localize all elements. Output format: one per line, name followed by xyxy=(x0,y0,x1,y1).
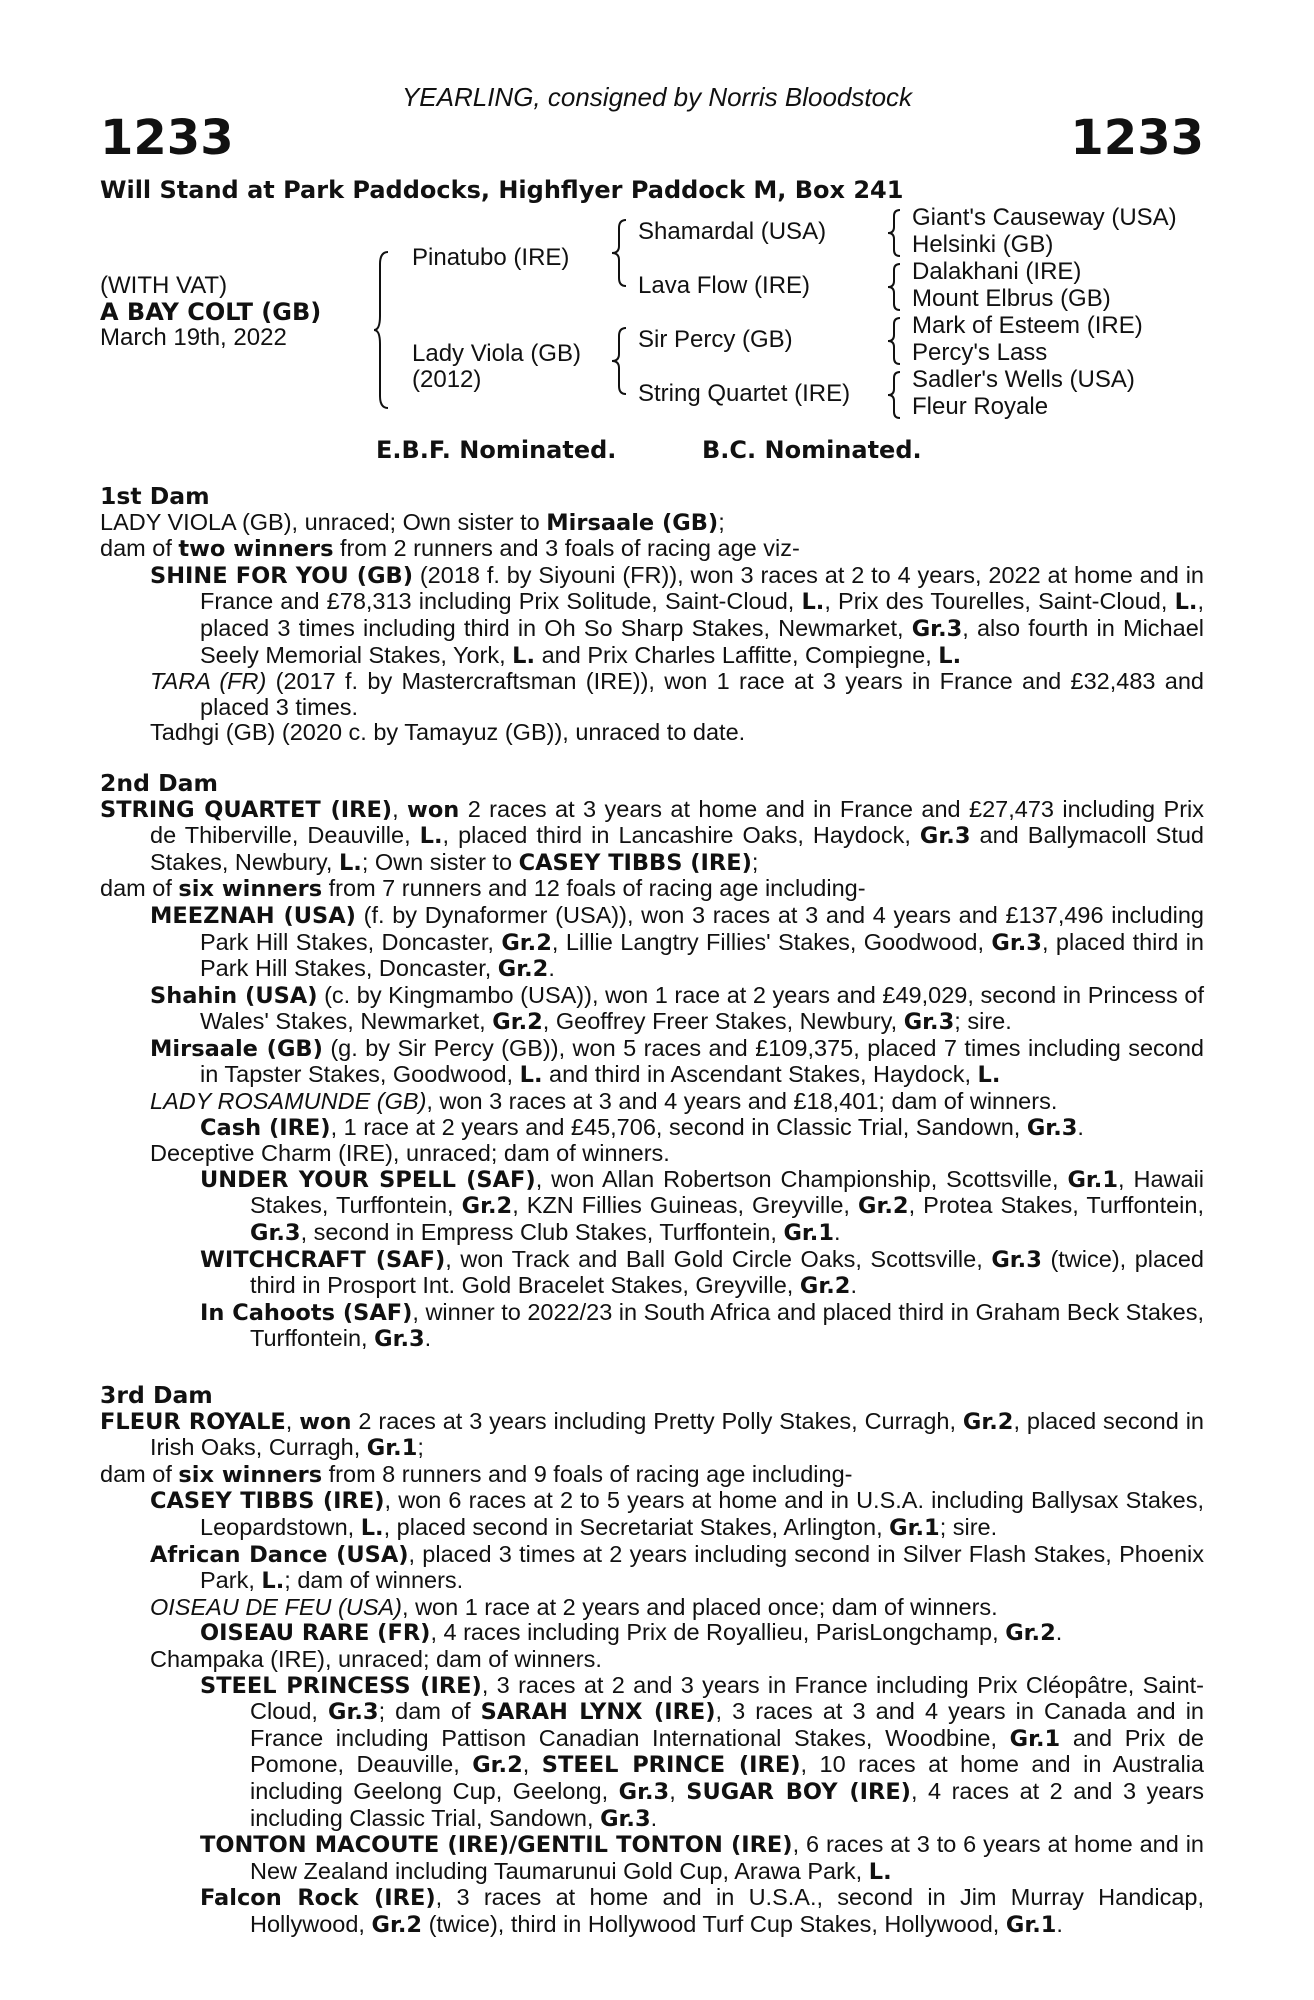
bc-nomination: B.C. Nominated. xyxy=(702,436,922,464)
lot-subject-name: A BAY COLT (GB) xyxy=(100,298,322,326)
progeny-entry: STEEL PRINCESS (IRE), 3 races at 2 and 3 years in France including Prix Cléopâtre, Saint-Cloud, Gr.3; dam of SARAH LYNX (IRE), 3 races at 3 and 4 years in Canada and in France including Pattison Canadian International Stakes, Woodbine, Gr.1 and Prix de Pomone, Deauville, Gr.2, STEEL PRINCE (IRE), 10 races at home and in Australia including Geelong Cup, Geelong, Gr.3, SUGAR BOY (IRE), 4 races at 2 and 3 years including Classic Trial, Sandown, Gr.3. xyxy=(200,1671,1205,1832)
progeny-entry: SHINE FOR YOU (GB) (2018 f. by Siyouni (FR)), won 3 races at 2 to 4 years, 2022 at home and in France and £78,313 including Prix Solitude, Saint-Cloud, L., Prix des Tourelles, Saint-Cloud, L., placed 3 times including third in Oh So Sharp Stakes, Newmarket, Gr.3, also fourth in Michael Seely Memorial Stakes, York, L. and Prix Charles Laffitte, Compiegne, L. xyxy=(150,561,1204,669)
great-grandparent-1: Giant's Causeway (USA) xyxy=(912,204,1177,231)
dam: Lady Viola (GB) xyxy=(412,340,581,367)
vat-note: (WITH VAT) xyxy=(100,272,228,299)
great-grandparent-6: Percy's Lass xyxy=(912,339,1048,366)
brace-gg2 xyxy=(886,262,902,312)
progeny-entry: Cash (IRE), 1 race at 2 years and £45,706, second in Classic Trial, Sandown, Gr.3. xyxy=(200,1113,1084,1141)
sire-dam: Lava Flow (IRE) xyxy=(638,272,811,299)
brace-gg4 xyxy=(886,370,902,420)
great-grandparent-8: Fleur Royale xyxy=(912,393,1049,420)
progeny-entry: Deceptive Charm (IRE), unraced; dam of winners. xyxy=(150,1140,670,1167)
sire: Pinatubo (IRE) xyxy=(412,244,570,271)
second-dam-produce-summary: dam of six winners from 7 runners and 12 foals of racing age including- xyxy=(100,875,866,903)
brace-gg1 xyxy=(886,208,902,258)
first-dam-produce-summary: dam of two winners from 2 runners and 3 foals of racing age viz- xyxy=(100,535,800,563)
lot-number-right: 1233 xyxy=(1070,110,1204,166)
stand-location: Will Stand at Park Paddocks, Highflyer Paddock M, Box 241 xyxy=(100,176,904,204)
ebf-nomination: E.B.F. Nominated. xyxy=(376,436,617,464)
great-grandparent-2: Helsinki (GB) xyxy=(912,231,1054,258)
third-dam-record: FLEUR ROYALE, won 2 races at 3 years including Pretty Polly Stakes, Curragh, Gr.2, placed second in Irish Oaks, Curragh, Gr.1; xyxy=(100,1407,1205,1462)
great-grandparent-7: Sadler's Wells (USA) xyxy=(912,366,1135,393)
progeny-entry: Champaka (IRE), unraced; dam of winners. xyxy=(150,1645,602,1672)
progeny-entry: In Cahoots (SAF), winner to 2022/23 in South Africa and placed third in Graham Beck Stakes, Turffontein, Gr.3. xyxy=(200,1298,1205,1353)
great-grandparent-5: Mark of Esteem (IRE) xyxy=(912,312,1143,339)
progeny-entry: OISEAU DE FEU (USA), won 1 race at 2 years and placed once; dam of winners. xyxy=(150,1593,998,1620)
lot-number-left: 1233 xyxy=(100,110,234,166)
third-dam-produce-summary: dam of six winners from 8 runners and 9 foals of racing age including- xyxy=(100,1460,853,1488)
progeny-entry: WITCHCRAFT (SAF), won Track and Ball Gold Circle Oaks, Scottsville, Gr.3 (twice), placed third in Prosport Int. Gold Bracelet Stakes, Greyville, Gr.2. xyxy=(200,1245,1204,1300)
progeny-entry: Shahin (USA) (c. by Kingmambo (USA)), won 1 race at 2 years and £49,029, second in Princess of Wales' Stakes, Newmarket, Gr.2, Geoffrey Freer Stakes, Newbury, Gr.3; sire. xyxy=(150,981,1204,1036)
progeny-entry: CASEY TIBBS (IRE), won 6 races at 2 to 5 years at home and in U.S.A. including Ballysax Stakes, Leopardstown, L., placed second in Secretariat Stakes, Arlington, Gr.1; sire. xyxy=(150,1487,1204,1541)
progeny-entry: TONTON MACOUTE (IRE)/GENTIL TONTON (IRE), 6 races at 3 to 6 years at home and in New Zealand including Taumarunui Gold Cup, Arawa Park, L. xyxy=(200,1831,1204,1885)
dam-dam: String Quartet (IRE) xyxy=(638,380,851,407)
brace-gg3 xyxy=(886,316,902,366)
dam-sire: Sir Percy (GB) xyxy=(638,326,793,353)
dam-year: (2012) xyxy=(412,366,482,393)
progeny-entry: Falcon Rock (IRE), 3 races at home and in U.S.A., second in Jim Murray Handicap, Hollywood, Gr.2 (twice), third in Hollywood Turf Cup Stakes, Hollywood, Gr.1. xyxy=(200,1884,1204,1938)
brace-subject xyxy=(372,250,390,410)
first-dam-heading: 1st Dam xyxy=(100,482,210,510)
progeny-entry: UNDER YOUR SPELL (SAF), won Allan Robertson Championship, Scottsville, Gr.1, Hawaii Stakes, Turffontein, Gr.2, KZN Fillies Guineas, Greyville, Gr.2, Protea Stakes, Turffontein, Gr.3, second in Empress Club Stakes, Turffontein, Gr.1. xyxy=(200,1165,1205,1247)
sire-sire: Shamardal (USA) xyxy=(638,218,827,245)
first-dam-line: LADY VIOLA (GB), unraced; Own sister to Mirsaale (GB); xyxy=(100,508,725,536)
foaling-date: March 19th, 2022 xyxy=(100,324,287,351)
second-dam-record: STRING QUARTET (IRE), won 2 races at 3 years at home and in France and £27,473 including Prix de Thiberville, Deauville, L., placed third in Lancashire Oaks, Haydock, Gr.3 and Ballymacoll Stud Stakes, Newbury, L.; Own sister to CASEY TIBBS (IRE); xyxy=(100,795,1204,876)
progeny-entry: African Dance (USA), placed 3 times at 2 years including second in Silver Flash Stakes, Phoenix Park, L.; dam of winners. xyxy=(150,1540,1204,1595)
progeny-entry: Tadhgi (GB) (2020 c. by Tamayuz (GB)), unraced to date. xyxy=(150,719,746,746)
consignment-line: YEARLING, consigned by Norris Bloodstock xyxy=(401,82,913,112)
great-grandparent-3: Dalakhani (IRE) xyxy=(912,258,1082,285)
great-grandparent-4: Mount Elbrus (GB) xyxy=(912,285,1111,312)
progeny-entry: OISEAU RARE (FR), 4 races including Prix de Royallieu, ParisLongchamp, Gr.2. xyxy=(200,1619,1063,1647)
third-dam-heading: 3rd Dam xyxy=(100,1381,213,1409)
second-dam-heading: 2nd Dam xyxy=(100,768,218,797)
progeny-entry: LADY ROSAMUNDE (GB), won 3 races at 3 and 4 years and £18,401; dam of winners. xyxy=(150,1088,1058,1115)
progeny-entry: MEEZNAH (USA) (f. by Dynaformer (USA)), won 3 races at 3 and 4 years and £137,496 including Park Hill Stakes, Doncaster, Gr.2, Lillie Langtry Fillies' Stakes, Goodwood, Gr.3, placed third in Park Hill Stakes, Doncaster, Gr.2. xyxy=(150,901,1205,983)
brace-dam xyxy=(610,326,628,396)
catalogue-body xyxy=(100,484,1204,1938)
progeny-entry: TARA (FR) (2017 f. by Mastercraftsman (IRE)), won 1 race at 3 years in France and £32,483 and placed 3 times. xyxy=(150,668,1204,720)
brace-sire xyxy=(610,218,628,288)
progeny-entry: Mirsaale (GB) (g. by Sir Percy (GB)), won 5 races and £109,375, placed 7 times including second in Tapster Stakes, Goodwood, L. and third in Ascendant Stakes, Haydock, L. xyxy=(150,1034,1204,1089)
